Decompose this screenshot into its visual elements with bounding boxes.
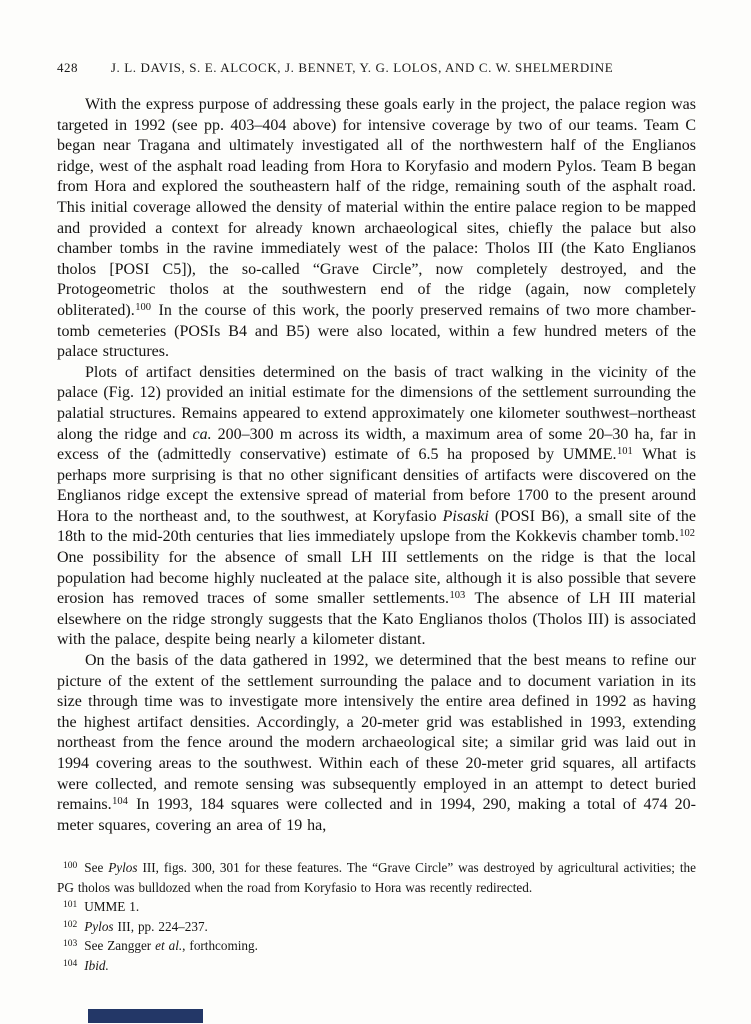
article-body — [57, 95, 696, 836]
footnote-marker: 104 — [63, 958, 78, 969]
footnote-marker: 100 — [63, 861, 78, 871]
footnote-reference: 103 — [449, 590, 466, 602]
footnote-marker: 102 — [63, 919, 78, 930]
body-paragraph: With the express purpose of addressing these goals early in the project, the palace region was targeted in 1992 (see pp. 403–404 above) for intensive coverage by two of our teams. Team C began near Tragana and ultimately investigated all of the northwestern half of the Englianos ridge, west of the asphalt road leading from Hora to Koryfasio and modern Pylos. Team B began from Hora and explored the southeastern half of the ridge, remaining south of the asphalt road. This initial coverage allowed the density of material within the entire palace region to be mapped and provided a context for already known archaeological sites, chiefly the palace but also chamber tombs in the ravine immediately west of the palace: Tholos III (the Kato Englianos tholos [POSI C5]), the so-called “Grave Circle”, now completely destroyed, and the Protogeometric tholos at the southwestern end of the ridge (again, now completely obliterated).$^{100}$ In the course of this work, the poorly preserved remains of two more chamber-tomb cemeteries (POSIs B4 and B5) were also located, within a few hundred meters of the palace structures. — [57, 96, 696, 361]
footnote: $^{102}$ Pylos III, pp. 224–237. — [63, 918, 208, 934]
footnote-reference: 101 — [617, 446, 633, 458]
footnote-marker: 101 — [63, 900, 78, 911]
footnote: $^{103}$ See Zangger et al., forthcoming. — [63, 938, 258, 954]
running-head-authors: J. L. DAVIS, S. E. ALCOCK, J. BENNET, Y. G. LOLOS, AND C. W. SHELMERDINE — [110, 60, 614, 75]
running-header — [57, 60, 695, 76]
footnote: $^{101}$ UMME 1. — [63, 899, 140, 915]
page-number: 428 — [57, 60, 78, 75]
footnote: $^{104}$ Ibid. — [63, 957, 109, 973]
footnote-marker: 103 — [63, 939, 78, 950]
footnote-reference: 100 — [135, 301, 151, 313]
footnote-reference: 102 — [679, 528, 695, 540]
footnote: $^{100}$ See Pylos III, figs. 300, 301 for these features. The “Grave Circle” was destroyed by agricultural activities; the PG tholos was bulldozed when the road from Koryfasio to Hora was recently redirected. — [57, 860, 696, 895]
footnotes-section — [57, 858, 696, 976]
bottom-accent-bar — [88, 1009, 203, 1023]
footnote-reference: 104 — [112, 796, 128, 808]
body-paragraph: Plots of artifact densities determined on the basis of tract walking in the vicinity of the palace (Fig. 12) provided an initial estimate for the dimensions of the settlement surrounding the palatial structures. Remains appeared to extend approximately one kilometer southwest–northeast along the ridge and ca. 200–300 m across its width, a maximum area of some 20–30 ha, far in excess of the (admittedly conservative) estimate of 6.5 ha proposed by UMME.$^{101}$ What is perhaps more surprising is that no other significant densities of artifacts were discovered on the Englianos ridge except the extensive spread of material from before 1700 to the present around Hora to the northeast and, to the southwest, at Koryfasio Pisaski (POSI B6), a small site of the 18th to the mid-20th centuries that lies immediately upslope from the Kokkevis chamber tomb.$^{102}$ One possibility for the absence of small LH III settlements on the ridge is that the local population had become highly nucleated at the palace site, although it is also possible that severe erosion has removed traces of some smaller settlements.$^{103}$ The absence of LH III material elsewhere on the ridge strongly suggests that the Kato Englianos tholos (Tholos III) is associated with the palace, despite being nearly a kilometer distant. — [57, 363, 697, 649]
body-paragraph: On the basis of the data gathered in 1992, we determined that the best means to refine our picture of the extent of the settlement surrounding the palace and to document variation in its size through time was to investigate more intensively the entire area defined in 1992 as having the highest artifact densities. Accordingly, a 20-meter grid was established in 1993, extending northeast from the fence around the modern archaeological site; a similar grid was laid out in 1994 covering areas to the southwest. Within each of these 20-meter grid squares, all artifacts were collected, and remote sensing was subsequently employed in an attempt to detect buried remains.$^{104}$ In 1993, 184 squares were collected and in 1994, 290, making a total of 474 20-meter squares, covering an area of 19 ha, — [57, 652, 696, 834]
